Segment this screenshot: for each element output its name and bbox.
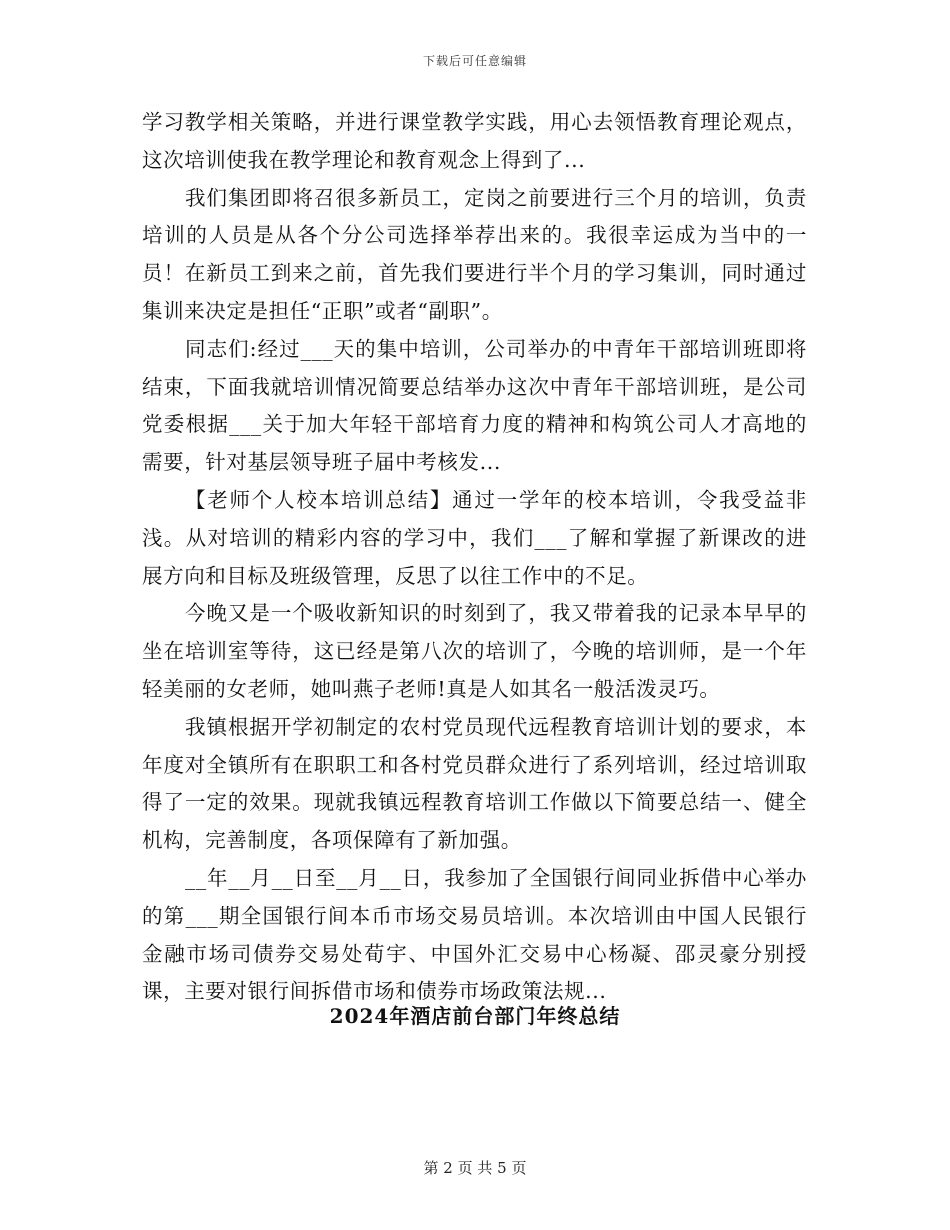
paragraph: 我们集团即将召很多新员工，定岗之前要进行三个月的培训，负责培训的人员是从各个分公司选择举荐出来的。我很幸运成为当中的一员！在新员工到来之前，首先我们要进行半个月的学习集训，同时通过集训来决定是担任“正职”或者“副职”。 bbox=[142, 185, 807, 323]
paragraph: 同志们:经过___天的集中培训，公司举办的中青年干部培训班即将结束，下面我就培训情况简要总结举办这次中青年干部培训班，是公司党委根据___关于加大年轻干部培育力度的精神和构筑公司人才高地的需要，针对基层领导班子届中考核发... bbox=[142, 336, 807, 475]
page-number: 第 2 页 共 5 页 bbox=[423, 1159, 527, 1177]
page-header: 下载后可任意编辑 bbox=[422, 54, 527, 68]
paragraph: __年__月__日至__月__日，我参加了全国银行间同业拆借中心举办的第___期全国银行间本币市场交易员培训。本次培训由中国人民银行金融市场司债券交易处荀宇、中国外汇交易中心杨凝、邵灵豪分别授课，主要对银行间拆借市场和债券市场政策法规... bbox=[142, 865, 807, 1004]
paragraph-continuation: 学习教学相关策略，并进行课堂教学实践，用心去领悟教育理论观点，这次培训使我在教学理论和教育观念上得到了... bbox=[142, 110, 807, 172]
paragraph: 我镇根据开学初制定的农村党员现代远程教育培训计划的要求，本年度对全镇所有在职职工和各村党员群众进行了系列培训，经过培训取得了一定的效果。现就我镇远程教育培训工作做以下简要总结一、健全机构，完善制度，各项保障有了新加强。 bbox=[142, 714, 807, 853]
document-title: 2024年酒店前台部门年终总结 bbox=[329, 1004, 621, 1028]
paragraph: 【老师个人校本培训总结】通过一学年的校本培训，令我受益非浅。从对培训的精彩内容的学习中，我们___了解和掌握了新课改的进展方向和目标及班级管理，反思了以往工作中的不足。 bbox=[142, 487, 807, 588]
paragraph: 今晚又是一个吸收新知识的时刻到了，我又带着我的记录本早早的坐在培训室等待，这已经是第八次的培训了，今晚的培训师，是一个年轻美丽的女老师，她叫燕子老师!真是人如其名一般活泼灵巧。 bbox=[142, 601, 807, 701]
document-body bbox=[142, 104, 807, 1011]
